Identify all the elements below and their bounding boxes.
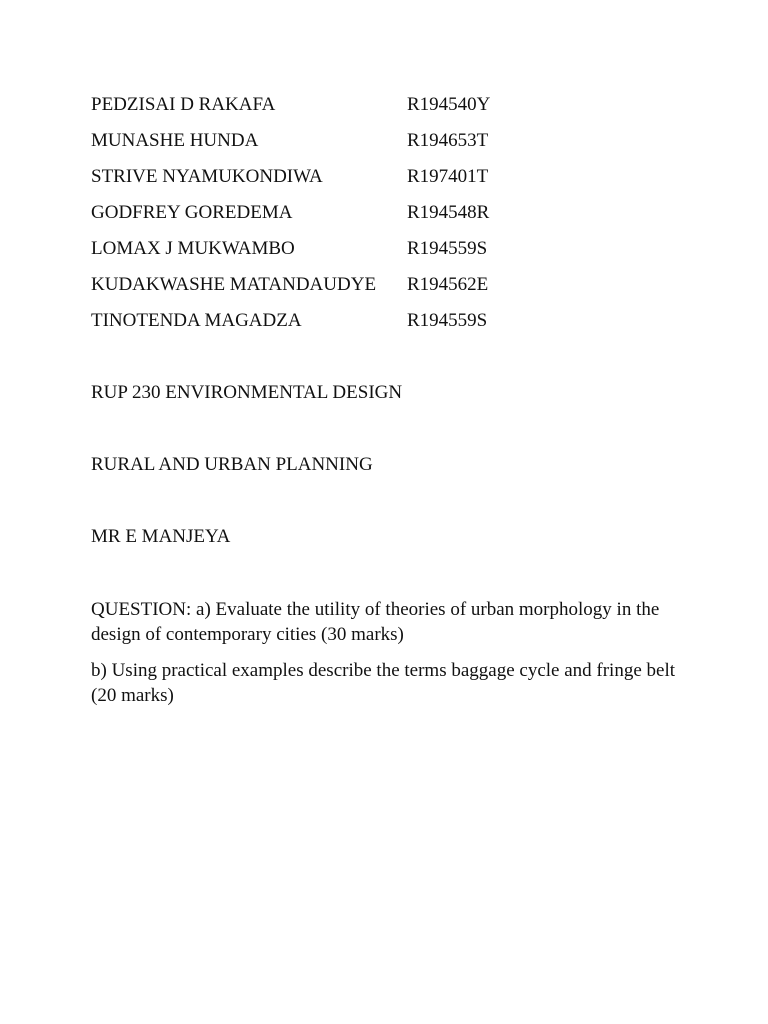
member-name: LOMAX J MUKWAMBO	[91, 238, 295, 259]
member-row	[91, 129, 691, 165]
member-row	[91, 273, 691, 309]
member-row	[91, 309, 691, 345]
question-a: QUESTION: a) Evaluate the utility of theories of urban morphology in the design of contemporary cities (30 marks)	[91, 599, 660, 645]
member-name: TINOTENDA MAGADZA	[91, 310, 302, 331]
member-name: GODFREY GOREDEMA	[91, 202, 293, 223]
lecturer-name: MR E MANJEYA	[91, 526, 231, 547]
member-id: R194559S	[407, 310, 488, 331]
member-id: R197401T	[407, 166, 489, 187]
member-name: STRIVE NYAMUKONDIWA	[91, 166, 323, 187]
member-id: R194548R	[407, 202, 490, 223]
question-b: b) Using practical examples describe the terms baggage cycle and fringe belt (20 marks)	[91, 660, 676, 706]
member-name: KUDAKWASHE MATANDAUDYE	[91, 274, 377, 295]
member-name: MUNASHE HUNDA	[91, 130, 259, 151]
member-name: PEDZISAI D RAKAFA	[91, 94, 276, 115]
member-row	[91, 93, 691, 129]
course-title: RUP 230 ENVIRONMENTAL DESIGN	[91, 382, 403, 403]
member-row	[91, 237, 691, 273]
member-row	[91, 201, 691, 237]
member-id: R194562E	[407, 274, 489, 295]
group-members-list	[91, 93, 691, 345]
member-row	[91, 165, 691, 201]
member-id: R194559S	[407, 238, 488, 259]
programme-name: RURAL AND URBAN PLANNING	[91, 454, 373, 475]
member-id: R194653T	[407, 130, 489, 151]
member-id: R194540Y	[407, 94, 491, 115]
